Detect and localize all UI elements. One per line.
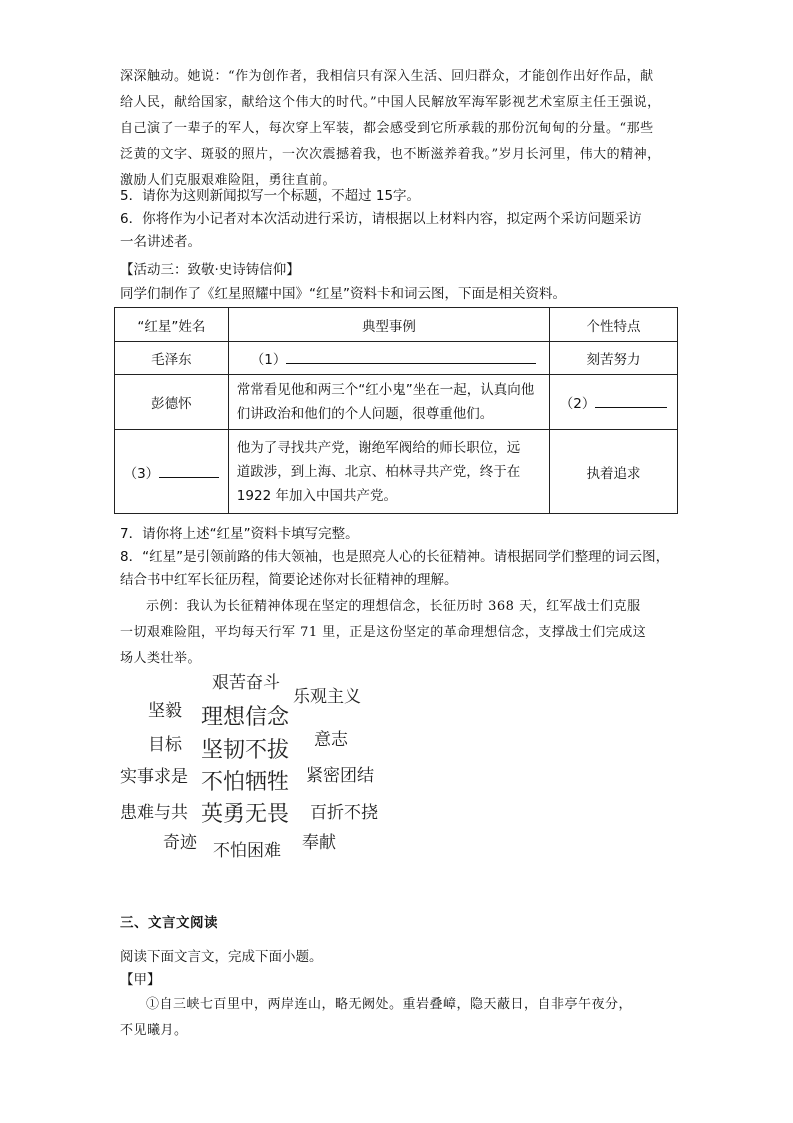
cell-name-blank[interactable] [115, 430, 229, 514]
text-line: 深深触动。她说：“作为创作者，我相信只有深入生活、回归群众，才能创作出好作品，献 [120, 69, 654, 84]
cell-event [228, 430, 549, 514]
word-cloud-word: 奇迹 [163, 833, 197, 853]
text-line: 常常看见他和两三个“红小鬼”坐在一起，认真向他 [236, 382, 535, 398]
word-cloud-word: 乐观主义 [293, 687, 361, 707]
word-cloud-word: 紧密团结 [306, 766, 374, 786]
header-event: 典型事例 [228, 308, 549, 342]
word-cloud-word: 奉献 [302, 833, 336, 853]
text-line: 一名讲述者。 [120, 234, 201, 250]
cell-trait: 执着追求 [550, 430, 678, 514]
header-name: “红星”姓名 [115, 308, 229, 342]
cell-name: 毛泽东 [115, 342, 229, 375]
red-star-info-card [114, 307, 678, 514]
section-3-heading: 三、文言文阅读 [120, 915, 218, 931]
word-cloud-word: 坚韧不拔 [201, 738, 290, 763]
text-line: 示例：我认为长征精神体现在坚定的理想信念，长征历时 368 天，红军战士们克服 [146, 599, 641, 614]
word-cloud-word: 意志 [314, 730, 348, 750]
question-8 [120, 546, 680, 592]
blank-number: （1） [250, 352, 287, 368]
word-cloud-word: 不怕困难 [213, 841, 281, 861]
activity-intro: 同学们制作了《红星照耀中国》“红星”资料卡和词云图，下面是相关资料。 [120, 286, 566, 302]
answer-blank-line[interactable] [159, 463, 219, 478]
text-line: 道跋涉，到上海、北京、柏林寻共产党，终于在 [236, 463, 521, 480]
answer-blank-line[interactable] [595, 393, 667, 408]
text-line: 6．你将作为小记者对本次活动进行采访，请根据以上材料内容，拟定两个采访问题采访 [120, 211, 642, 227]
activity-3-heading: 【活动三：致敬·史诗铸信仰】 [120, 262, 300, 278]
question-6 [120, 208, 680, 254]
word-cloud-word: 患难与共 [120, 803, 188, 823]
text-line: 给人民，献给国家，献给这个伟大的时代。”中国人民解放军海军影视艺术室原主任王强说， [120, 95, 661, 110]
word-cloud-word: 百折不挠 [310, 803, 378, 823]
word-cloud-word: 艰苦奋斗 [212, 673, 280, 693]
blank-number: （3） [123, 465, 160, 482]
header-trait: 个性特点 [550, 308, 678, 342]
word-cloud [110, 662, 410, 862]
word-cloud-word: 坚毅 [148, 701, 182, 721]
text-line: 激励人们克服艰难险阻，勇往直前。 [120, 173, 337, 188]
text-line: 结合书中红军长征历程，简要论述你对长征精神的理解。 [120, 572, 458, 588]
text-line: 8．“红星”是引领前路的伟大领袖，也是照亮人心的长征精神。请根据同学们整理的词云图， [120, 549, 670, 565]
example-answer [120, 594, 680, 672]
answer-blank-line[interactable] [286, 349, 536, 364]
reading-instruction: 阅读下面文言文，完成下面小题。 [120, 949, 323, 965]
word-cloud-word: 理想信念 [201, 705, 290, 730]
text-line: 泛黄的文字、斑驳的照片，一次次震撼着我，也不断滋养着我。”岁月长河里，伟大的精神， [120, 147, 661, 162]
cell-event [228, 375, 549, 430]
word-cloud-word: 目标 [148, 735, 182, 755]
text-line: 不见曦月。 [120, 1023, 188, 1038]
text-line: 一切艰难险阻，平均每天行军 71 里，正是这份坚定的革命理想信念，支撑战士们完成这 [120, 625, 647, 640]
text-line: ①自三峡七百里中，两岸连山，略无阙处。重岩叠嶂，隐天蔽日，自非亭午夜分， [146, 997, 633, 1012]
news-material-text [120, 64, 680, 194]
table-row [115, 430, 678, 514]
table-row [115, 342, 678, 375]
question-7: 7．请你将上述“红星”资料卡填写完整。 [120, 526, 359, 542]
table-row [115, 375, 678, 430]
passage-a-label: 【甲】 [120, 972, 161, 988]
word-cloud-word: 实事求是 [120, 767, 188, 787]
cell-trait-blank[interactable] [550, 375, 678, 430]
word-cloud-word: 英勇无畏 [201, 802, 290, 827]
text-line: 们讲政治和他们的个人问题，很尊重他们。 [236, 406, 494, 422]
cell-event-blank[interactable] [228, 342, 549, 375]
table-header-row [115, 308, 678, 342]
text-line: 1922 年加入中国共产党。 [236, 487, 397, 504]
text-line: 场人类壮举。 [120, 651, 202, 666]
cell-name: 彭德怀 [115, 375, 229, 430]
word-cloud-word: 不怕牺牲 [201, 770, 290, 795]
classical-passage [120, 992, 680, 1044]
text-line: 他为了寻找共产党，谢绝军阀给的师长职位，远 [236, 439, 521, 456]
cell-trait: 刻苦努力 [550, 342, 678, 375]
blank-number: （2） [559, 396, 596, 412]
question-5: 5．请你为这则新闻拟写一个标题，不超过 15字。 [120, 188, 421, 204]
text-line: 自己演了一辈子的军人，每次穿上军装，都会感受到它所承载的那份沉甸甸的分量。“那些 [120, 121, 654, 136]
